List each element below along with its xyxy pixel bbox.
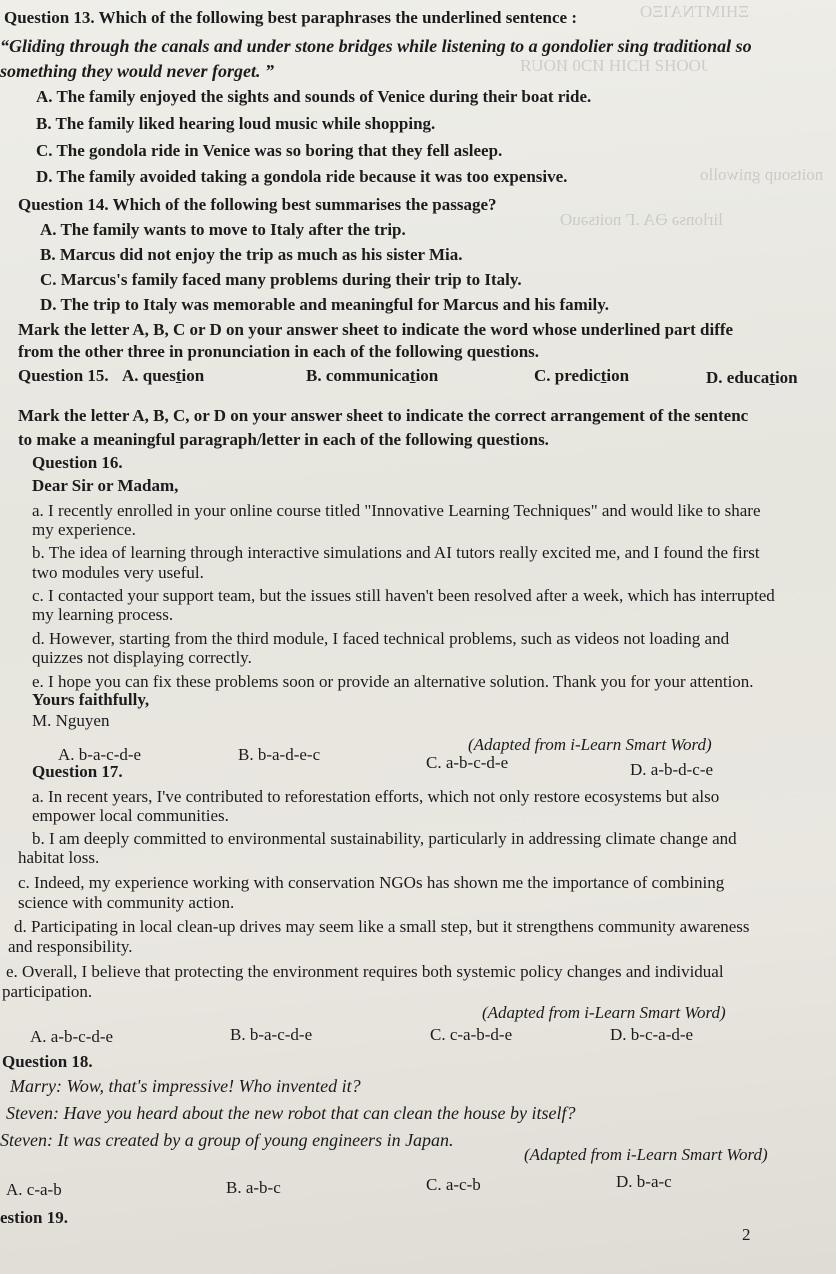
bleed-through-text: noitsoup gniwollo [700,165,824,184]
q18-option-b[interactable]: B. a-b-c [226,1178,281,1197]
q14-option-c[interactable]: C. Marcus's family faced many problems during their trip to Italy. [40,270,522,289]
q18-line-c: Steven: It was created by a group of young engineers in Japan. [0,1130,454,1150]
q17-option-d[interactable]: D. b-c-a-d-e [610,1025,694,1044]
pronunciation-instruction-line1: Mark the letter A, B, C or D on your answer sheet to indicate the word whose underlined part diffe [18,320,734,339]
q16-sentence-c-line2: my learning process. [32,605,174,624]
q17-option-c[interactable]: C. c-a-b-d-e [430,1025,513,1044]
q17-sentence-d-line2: and responsibility. [8,937,133,956]
q16-sentence-a-line1: a. I recently enrolled in your online course titled "Innovative Learning Techniques" and would like to share [32,501,761,520]
q17-sentence-c-line1: c. Indeed, my experience working with conservation NGOs has shown me the importance of combining [18,873,725,892]
q18-line-b: Steven: Have you heard about the new robot that can clean the house by itself? [6,1103,576,1123]
q16-sentence-c-line1: c. I contacted your support team, but the issues still haven't been resolved after a week, which has interrupted [32,586,775,605]
q16-sentence-d-line1: d. However, starting from the third module, I faced technical problems, such as videos not loading and [32,629,730,648]
bleed-through-text: JOOHƧ HƆIH ИƆ0 ИOUЯ [520,56,708,75]
q13-option-b[interactable]: B. The family liked hearing loud music while shopping. [36,114,436,133]
q16-option-c[interactable]: C. a-b-c-d-e [426,753,509,772]
page-number: 2 [742,1225,751,1244]
q14-option-b[interactable]: B. Marcus did not enjoy the trip as much as his sister Mia. [40,245,463,264]
q17-label: Question 17. [32,762,123,781]
q17-sentence-a-line2: empower local communities. [32,806,229,825]
q18-option-d[interactable]: D. b-a-c [616,1172,672,1191]
q17-sentence-d-line1: d. Participating in local clean-up drives may seem like a small step, but it strengthens community awareness [14,917,750,936]
q13-option-a[interactable]: A. The family enjoyed the sights and sounds of Venice during their boat ride. [36,87,592,106]
q17-option-a[interactable]: A. a-b-c-d-e [30,1027,114,1046]
q16-sentence-d-line2: quizzes not displaying correctly. [32,648,252,667]
q16-sentence-b-line2: two modules very useful. [32,563,204,582]
q16-option-a[interactable]: A. b-a-c-d-e [58,745,142,764]
q18-source: (Adapted from i-Learn Smart Word) [524,1145,768,1164]
q19-label: estion 19. [0,1208,68,1227]
q18-line-a: Marry: Wow, that's impressive! Who invented it? [10,1076,361,1096]
q17-sentence-a-line1: a. In recent years, I've contributed to reforestation efforts, which not only restore ecosystems but also [32,787,720,806]
q15-option-c[interactable]: C. prediction [534,366,630,385]
q16-signature-name: M. Nguyen [32,711,110,730]
q15-option-d[interactable]: D. education [706,368,798,387]
q17-sentence-e-line1: e. Overall, I believe that protecting the environment requires both systemic policy changes and individual [6,962,724,981]
q16-option-d[interactable]: D. a-b-d-c-e [630,760,714,779]
q14-option-d[interactable]: D. The trip to Italy was memorable and meaningful for Marcus and his family. [40,295,610,314]
q13-heading: Question 13. Which of the following best paraphrases the underlined sentence : [4,8,577,27]
q13-quote-line1: “Gliding through the canals and under stone bridges while listening to a gondolier sing traditional so [0,36,752,56]
q16-greeting: Dear Sir or Madam, [32,476,179,495]
q13-option-c[interactable]: C. The gondola ride in Venice was so boring that they fell asleep. [36,141,503,160]
q13-option-d[interactable]: D. The family avoided taking a gondola ride because it was too expensive. [36,167,568,186]
q17-sentence-e-line2: participation. [2,982,93,1001]
q16-sentence-b-line1: b. The idea of learning through interactive simulations and AI tutors really excited me, and I found the first [32,543,760,562]
q15-option-a[interactable]: A. question [122,366,205,385]
q16-option-b[interactable]: B. b-a-d-e-c [238,745,321,764]
q13-quote-line2: something they would never forget. ” [0,61,274,81]
q18-label: Question 18. [2,1052,93,1071]
q15-label: Question 15. [18,366,109,385]
q17-sentence-b-line2: habitat loss. [18,848,100,867]
q18-option-c[interactable]: C. a-c-b [426,1175,481,1194]
q16-sentence-e: e. I hope you can fix these problems soon or provide an alternative solution. Thank you for your attention. [32,672,754,691]
q17-sentence-b-line1: b. I am deeply committed to environmental sustainability, particularly in addressing climate change and [32,829,737,848]
q14-option-a[interactable]: A. The family wants to move to Italy after the trip. [40,220,406,239]
q16-sentence-a-line2: my experience. [32,520,136,539]
q16-source: (Adapted from i-Learn Smart Word) [468,735,712,754]
arrangement-instruction-line2: to make a meaningful paragraph/letter in each of the following questions. [18,430,549,449]
q14-heading: Question 14. Which of the following best summarises the passage? [18,195,497,214]
arrangement-instruction-line1: Mark the letter A, B, C, or D on your answer sheet to indicate the correct arrangement of the sentenc [18,406,749,425]
bleed-through-text: lirlonsə ƏA .Γ noitsəuО [560,210,723,229]
q17-source: (Adapted from i-Learn Smart Word) [482,1003,726,1022]
pronunciation-instruction-line2: from the other three in pronunciation in each of the following questions. [18,342,540,361]
q17-option-b[interactable]: B. b-a-c-d-e [230,1025,313,1044]
q15-option-b[interactable]: B. communication [306,366,439,385]
q17-sentence-c-line2: science with community action. [18,893,235,912]
q16-closing: Yours faithfully, [32,690,150,709]
bleed-through-text: ΞΗΙΜΤΝΑΊΞΟ [640,2,750,21]
q16-label: Question 16. [32,453,123,472]
q18-option-a[interactable]: A. c-a-b [6,1180,62,1199]
